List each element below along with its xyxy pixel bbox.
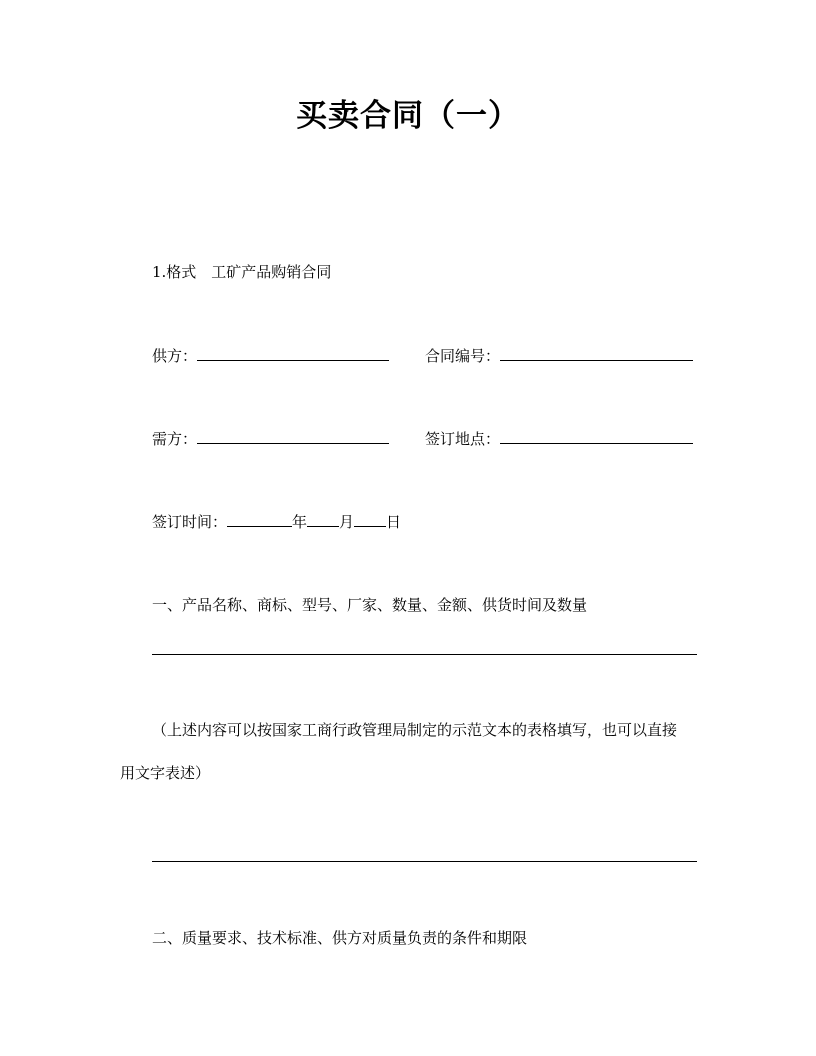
- buyer-blank[interactable]: [197, 429, 389, 444]
- day-blank[interactable]: [354, 512, 386, 527]
- buyer-label: 需方：: [152, 430, 198, 448]
- buyer-field: [152, 429, 389, 449]
- month-blank[interactable]: [307, 512, 339, 527]
- section-2-heading: 二、质量要求、技术标准、供方对质量负责的条件和期限: [152, 929, 528, 947]
- supplier-label: 供方：: [152, 347, 198, 365]
- format-line: 1.格式 工矿产品购销合同: [152, 263, 332, 281]
- page-title: 买卖合同（一）: [296, 98, 520, 134]
- section-1-heading: 一、产品名称、商标、型号、厂家、数量、金额、供货时间及数量: [152, 596, 588, 614]
- year-label: 年: [292, 513, 308, 531]
- contract-no-label: 合同编号：: [425, 347, 501, 365]
- section-1-fill-line[interactable]: [152, 654, 697, 655]
- contract-no-field: [425, 346, 693, 366]
- contract-no-blank[interactable]: [500, 346, 693, 361]
- signing-place-blank[interactable]: [500, 429, 693, 444]
- day-label: 日: [386, 513, 402, 531]
- year-blank[interactable]: [227, 512, 292, 527]
- signing-time-field: [152, 512, 401, 532]
- note-line-1: （上述内容可以按国家工商行政管理局制定的示范文本的表格填写，也可以直接: [152, 721, 678, 739]
- supplier-field: [152, 346, 389, 366]
- supplier-blank[interactable]: [197, 346, 389, 361]
- signing-place-field: [425, 429, 693, 449]
- note-line-2: 用文字表述）: [120, 764, 211, 782]
- month-label: 月: [339, 513, 355, 531]
- signing-time-label: 签订时间：: [152, 513, 228, 531]
- signing-place-label: 签订地点：: [425, 430, 501, 448]
- note-fill-line[interactable]: [152, 861, 697, 862]
